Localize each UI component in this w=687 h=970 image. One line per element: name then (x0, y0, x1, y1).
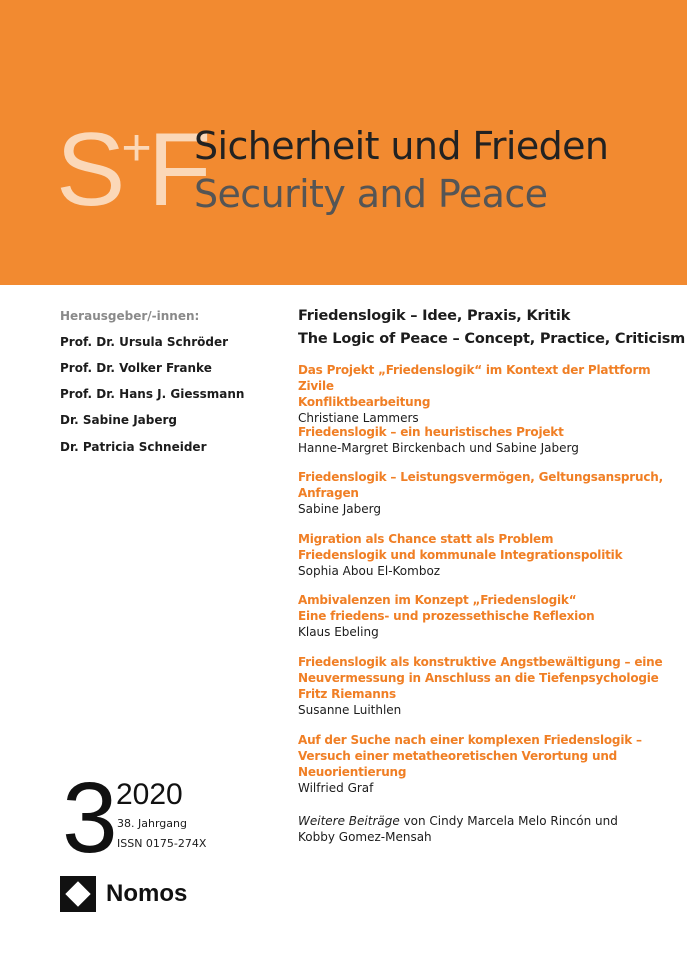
publisher-block (60, 876, 187, 912)
journal-title-german: Sicherheit und Frieden (194, 124, 609, 168)
article-entry (298, 592, 668, 640)
article-title: Friedenslogik – Leistungsvermögen, Geltungsanspruch, Anfragen (298, 470, 663, 500)
editor-name: Dr. Sabine Jaberg (60, 413, 178, 427)
editor-name: Dr. Patricia Schneider (60, 440, 207, 454)
article-entry (298, 469, 668, 517)
article-author: Wilfried Graf (298, 781, 374, 795)
issue-number: 3 (62, 762, 118, 874)
article-title: Migration als Chance statt als Problem Friedenslogik und kommunale Integrationspolitik (298, 532, 623, 562)
article-entry (298, 362, 668, 426)
theme-title-german: Friedenslogik – Idee, Praxis, Kritik (298, 308, 571, 324)
article-title: Friedenslogik – ein heuristisches Projekt (298, 425, 564, 439)
editor-name: Prof. Dr. Ursula Schröder (60, 335, 229, 349)
editor-name: Prof. Dr. Volker Franke (60, 361, 212, 375)
theme-title-english: The Logic of Peace – Concept, Practice, Criticism (298, 331, 686, 347)
logo-s: S (56, 112, 124, 228)
further-contributions (298, 813, 638, 845)
article-entry (298, 531, 668, 579)
nomos-logo-icon (60, 876, 96, 912)
editor-name: Prof. Dr. Hans J. Giessmann (60, 387, 245, 401)
further-label: Weitere Beiträge (298, 814, 400, 828)
issue-year: 2020 (116, 778, 183, 811)
article-entry (298, 654, 668, 718)
article-title: Friedenslogik als konstruktive Angstbewältigung – eine Neuvermessung in Anschluss an die Tiefenpsychologie Fritz Riemanns (298, 655, 663, 701)
article-author: Sophia Abou El-Komboz (298, 564, 441, 578)
article-entry (298, 424, 668, 456)
article-title: Das Projekt „Friedenslogik“ im Kontext der Plattform Zivile Konfliktbearbeitung (298, 363, 651, 409)
logo-plus: + (121, 119, 150, 177)
article-author: Christiane Lammers (298, 411, 419, 425)
publisher-name: Nomos (106, 880, 188, 907)
article-title: Ambivalenzen im Konzept „Friedenslogik“ Eine friedens- und prozessethische Reflexion (298, 593, 595, 623)
issue-issn: ISSN 0175-274X (117, 837, 207, 850)
logo-f: F (147, 112, 210, 228)
journal-title-english: Security and Peace (194, 172, 548, 216)
journal-logo (56, 112, 210, 238)
editors-heading: Herausgeber/-innen: (60, 309, 200, 323)
issue-volume: 38. Jahrgang (117, 817, 187, 830)
article-entry (298, 732, 668, 796)
article-author: Hanne-Margret Birckenbach und Sabine Jaberg (298, 441, 579, 455)
further-text: von Cindy Marcela Melo Rincón und Kobby Gomez-Mensah (298, 814, 618, 844)
article-author: Sabine Jaberg (298, 502, 381, 516)
article-author: Susanne Luithlen (298, 703, 402, 717)
article-author: Klaus Ebeling (298, 625, 379, 639)
article-title: Auf der Suche nach einer komplexen Friedenslogik – Versuch einer metatheoretischen Verortung und Neuorientierung (298, 733, 642, 779)
